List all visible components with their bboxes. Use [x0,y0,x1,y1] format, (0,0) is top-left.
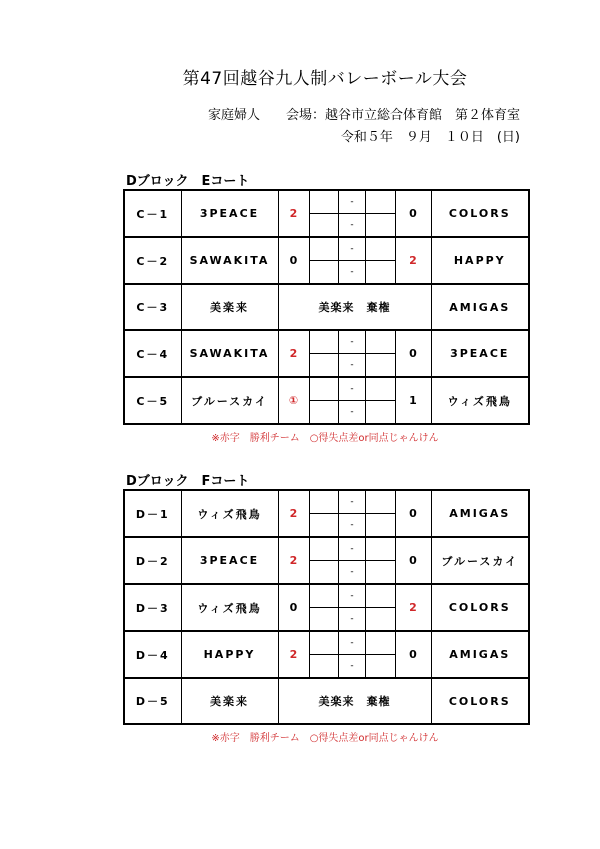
team1-score: 0 [278,237,309,284]
set-score-top: - [338,238,366,261]
page-title: 第47回越谷九人制バレーボール大会 [182,69,468,89]
team1-score: 2 [278,490,309,537]
set-score-top: - [338,585,366,608]
set-score-top: - [338,331,366,354]
team1-name: HAPPY [181,631,278,678]
legend-note-e: ※赤字 勝利チーム ○得失点差or同点じゃんけん [211,433,439,444]
team2-score: 1 [395,377,431,424]
team2-name: AMIGAS [431,490,529,537]
team2-name: COLORS [431,190,529,237]
match-code: D－2 [124,537,181,584]
team1-name: ブルースカイ [181,377,278,424]
table-row [124,537,529,584]
table-row [124,490,529,537]
match-code: C－5 [124,377,181,424]
set-scores [309,584,395,631]
set-scores [309,377,395,424]
set-score-top: - [338,191,366,214]
team1-name: SAWAKITA [181,237,278,284]
team1-score: 2 [278,631,309,678]
table-row [124,377,529,424]
table-row [124,190,529,237]
forfeit-text: 美楽来 棄権 [278,284,431,330]
set-score-bottom: - [338,514,366,537]
set-scores [309,330,395,377]
team1-name: 美楽来 [181,678,278,724]
table-row [124,330,529,377]
set-score-bottom: - [338,261,366,284]
team2-score: 0 [395,190,431,237]
set-scores [309,631,395,678]
set-score-bottom: - [338,655,366,678]
team1-name: 3PEACE [181,537,278,584]
set-score-bottom: - [338,401,366,424]
match-code: C－1 [124,190,181,237]
set-score-top: - [338,632,366,655]
match-code: C－4 [124,330,181,377]
set-scores [309,237,395,284]
match-code: C－3 [124,284,181,330]
results-table-e [123,189,530,425]
team2-name: ウィズ飛鳥 [431,377,529,424]
team1-name: ウィズ飛鳥 [181,490,278,537]
block-title-f: Dブロック Fコート [126,474,250,489]
forfeit-text: 美楽来 棄権 [278,678,431,724]
team2-score: 0 [395,537,431,584]
set-scores [309,537,395,584]
team2-score: 0 [395,330,431,377]
results-table-f [123,489,530,725]
team2-score: 2 [395,237,431,284]
team2-score: 0 [395,490,431,537]
match-code: C－2 [124,237,181,284]
team1-score: 2 [278,190,309,237]
set-score-bottom: - [338,354,366,377]
team1-name: SAWAKITA [181,330,278,377]
venue-info: 家庭婦人 会場：越谷市立総合体育館 第２体育室 [207,108,520,123]
team1-score: 2 [278,537,309,584]
set-score-bottom: - [338,561,366,584]
table-row [124,584,529,631]
team2-name: COLORS [431,678,529,724]
team2-name: AMIGAS [431,284,529,330]
team1-score: 2 [278,330,309,377]
set-scores [309,190,395,237]
team2-name: COLORS [431,584,529,631]
team1-score: 0 [278,584,309,631]
team2-name: ブルースカイ [431,537,529,584]
team1-score: ① [278,377,309,424]
team2-name: 3PEACE [431,330,529,377]
table-row [124,678,529,724]
set-score-top: - [338,538,366,561]
match-code: D－5 [124,678,181,724]
team2-name: HAPPY [431,237,529,284]
legend-note-f: ※赤字 勝利チーム ○得失点差or同点じゃんけん [211,733,439,744]
set-score-top: - [338,491,366,514]
team1-name: 3PEACE [181,190,278,237]
team2-name: AMIGAS [431,631,529,678]
team1-name: ウィズ飛鳥 [181,584,278,631]
date-info: 令和５年 ９月 １０日 (日) [340,130,520,145]
set-score-bottom: - [338,608,366,631]
table-row [124,631,529,678]
table-row [124,237,529,284]
table-row [124,284,529,330]
block-title-e: Dブロック Eコート [126,174,250,189]
team2-score: 2 [395,584,431,631]
set-score-top: - [338,378,366,401]
match-code: D－1 [124,490,181,537]
match-code: D－4 [124,631,181,678]
match-code: D－3 [124,584,181,631]
team1-name: 美楽来 [181,284,278,330]
set-scores [309,490,395,537]
set-score-bottom: - [338,214,366,237]
team2-score: 0 [395,631,431,678]
